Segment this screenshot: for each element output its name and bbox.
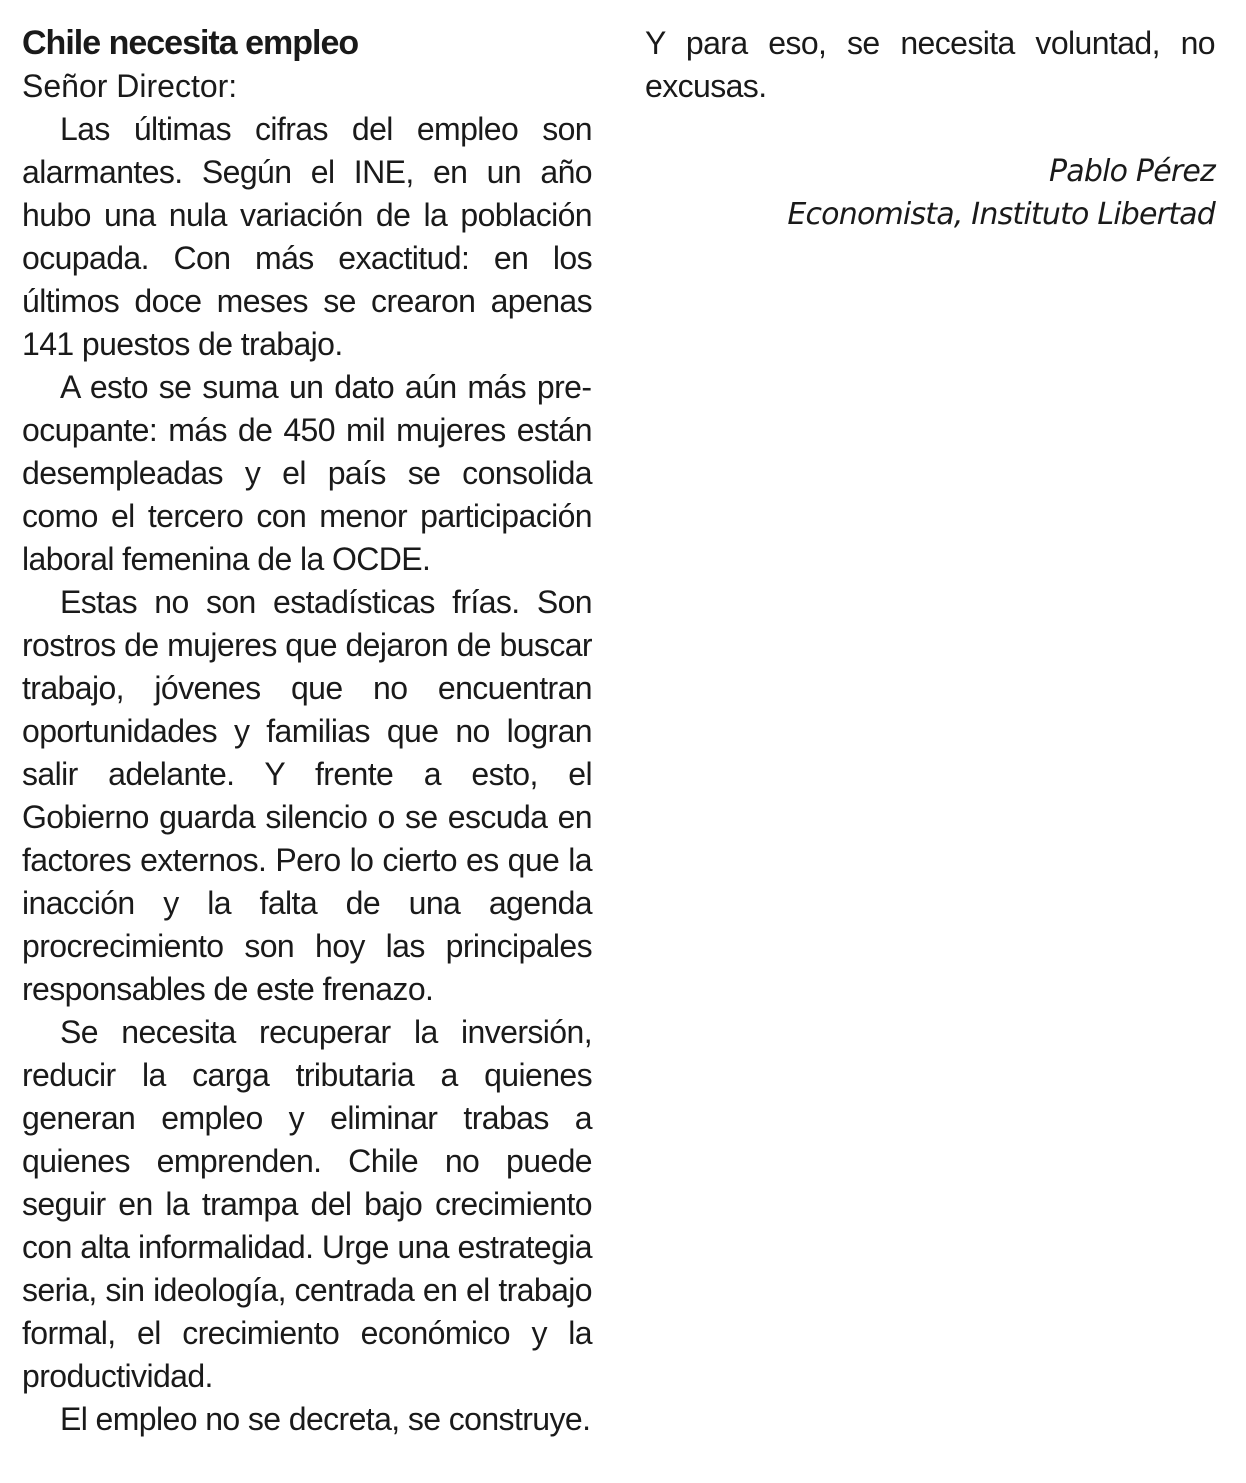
paragraph-3: Estas no son estadísticas frías. Son rostros de mujeres que dejaron de buscar trabajo, jóvenes que no encuentran oportunidades y familias que no logran salir adelante. Y frente a esto, el Gobierno guarda silencio o se escuda en factores externos. Pero lo cierto es que la inacción y la falta de una agenda procrecimiento son hoy las principales responsables de este frenazo. bbox=[22, 584, 592, 1007]
paragraph-2: A esto se suma un dato aún más preocupante: más de 450 mil mujeres están desempleadas y el país se consolida como el tercero con menor participación laboral femenina de la OCDE. bbox=[22, 369, 592, 577]
paragraph-4: Se necesita recuperar la inversión, reducir la carga tributaria a quienes generan empleo y eliminar trabas a quienes emprenden. Chile no puede seguir en la trampa del bajo crecimiento con alta informalidad. Urge una estrategia seria, sin ideología, centrada en el trabajo formal, el crecimiento económico y la productividad. bbox=[22, 1014, 592, 1394]
author-name: Pablo Pérez bbox=[1048, 154, 1215, 189]
salutation: Señor Director: bbox=[22, 68, 238, 104]
letter-title: Chile necesita empleo bbox=[22, 24, 359, 62]
paragraph-5: El empleo no se decreta, se construye. bbox=[60, 1401, 591, 1437]
right-column bbox=[645, 22, 1215, 236]
author-title: Economista, Instituto Libertad bbox=[787, 197, 1215, 232]
paragraph-continuation: Y para eso, se necesita voluntad, no excusas. bbox=[645, 25, 1215, 104]
left-column bbox=[22, 22, 592, 1441]
paragraph-1: Las últimas cifras del empleo son alarmantes. Según el INE, en un año hubo una nula variación de la población ocupada. Con más exactitud: en los últimos doce meses se crearon apenas 141 puestos de trabajo. bbox=[22, 111, 592, 362]
signature-block bbox=[645, 150, 1215, 236]
